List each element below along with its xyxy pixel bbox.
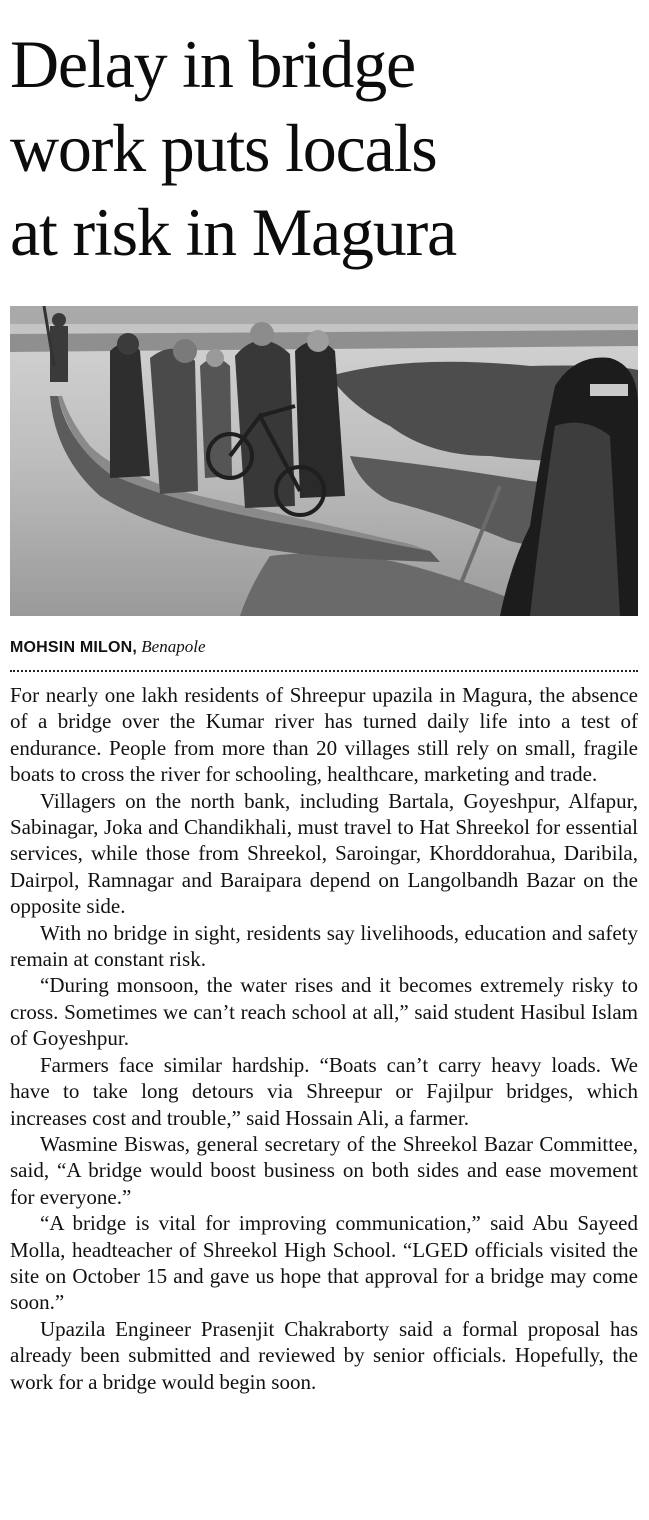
ferry-boat-photo-icon — [10, 306, 638, 616]
article-paragraph: Villagers on the north bank, including Bartala, Goyeshpur, Alfapur, Sabinagar, Joka and Chandikhali, must travel to Hat Shreekol for essential services, while those from Shreekol, Saroingar, Khorddorahua, Daribila, Dairpol, Ramnagar and Baraipara depend on Langolbandh Bazar on the opposite side. — [10, 788, 638, 919]
headline-line-3: at risk in Magura — [10, 194, 457, 270]
article-paragraph: Wasmine Biswas, general secretary of the Shreekol Bazar Committee, said, “A bridge would boost business on both sides and ease movement for everyone.” — [10, 1131, 638, 1209]
byline — [10, 636, 206, 659]
photo-far-bank — [10, 306, 638, 324]
news-photo — [10, 306, 638, 616]
article-paragraph: For nearly one lakh residents of Shreepur upazila in Magura, the absence of a bridge over the Kumar river has turned daily life into a test of endurance. People from more than 20 villages still rely on small, fragile boats to cross the river for schooling, healthcare, marketing and trade. — [10, 683, 638, 787]
photo-passenger-3 — [200, 359, 232, 479]
byline-divider — [10, 670, 638, 672]
article-paragraph: “A bridge is vital for improving communication,” said Abu Sayeed Molla, headteacher of Shreekol High School. “LGED officials visited the site on October 15 and gave us hope that approval for a bridge may come soon.” — [10, 1211, 638, 1315]
article-body — [10, 682, 638, 1395]
article-paragraph: With no bridge in sight, residents say livelihoods, education and safety remain at constant risk. — [10, 920, 638, 972]
headline-line-1: Delay in bridge — [10, 26, 415, 102]
article-paragraph: “During monsoon, the water rises and it becomes extremely risky to cross. Sometimes we can’t reach school at all,” said student Hasibul Islam of Goyeshpur. — [10, 973, 638, 1051]
headline — [10, 22, 642, 274]
article-paragraph: Farmers face similar hardship. “Boats can’t carry heavy loads. We have to take long detours via Shreepur or Fajilpur bridges, which increases cost and trouble,” said Hossain Ali, a farmer. — [10, 1052, 638, 1130]
byline-location: Benapole — [141, 637, 206, 656]
article-paragraph: Upazila Engineer Prasenjit Chakraborty said a formal proposal has already been submitted and reviewed by senior officials. Hopefully, the work for a bridge would begin soon. — [10, 1316, 638, 1394]
byline-author: MOHSIN MILON, — [10, 639, 138, 656]
headline-line-2: work puts locals — [10, 110, 437, 186]
